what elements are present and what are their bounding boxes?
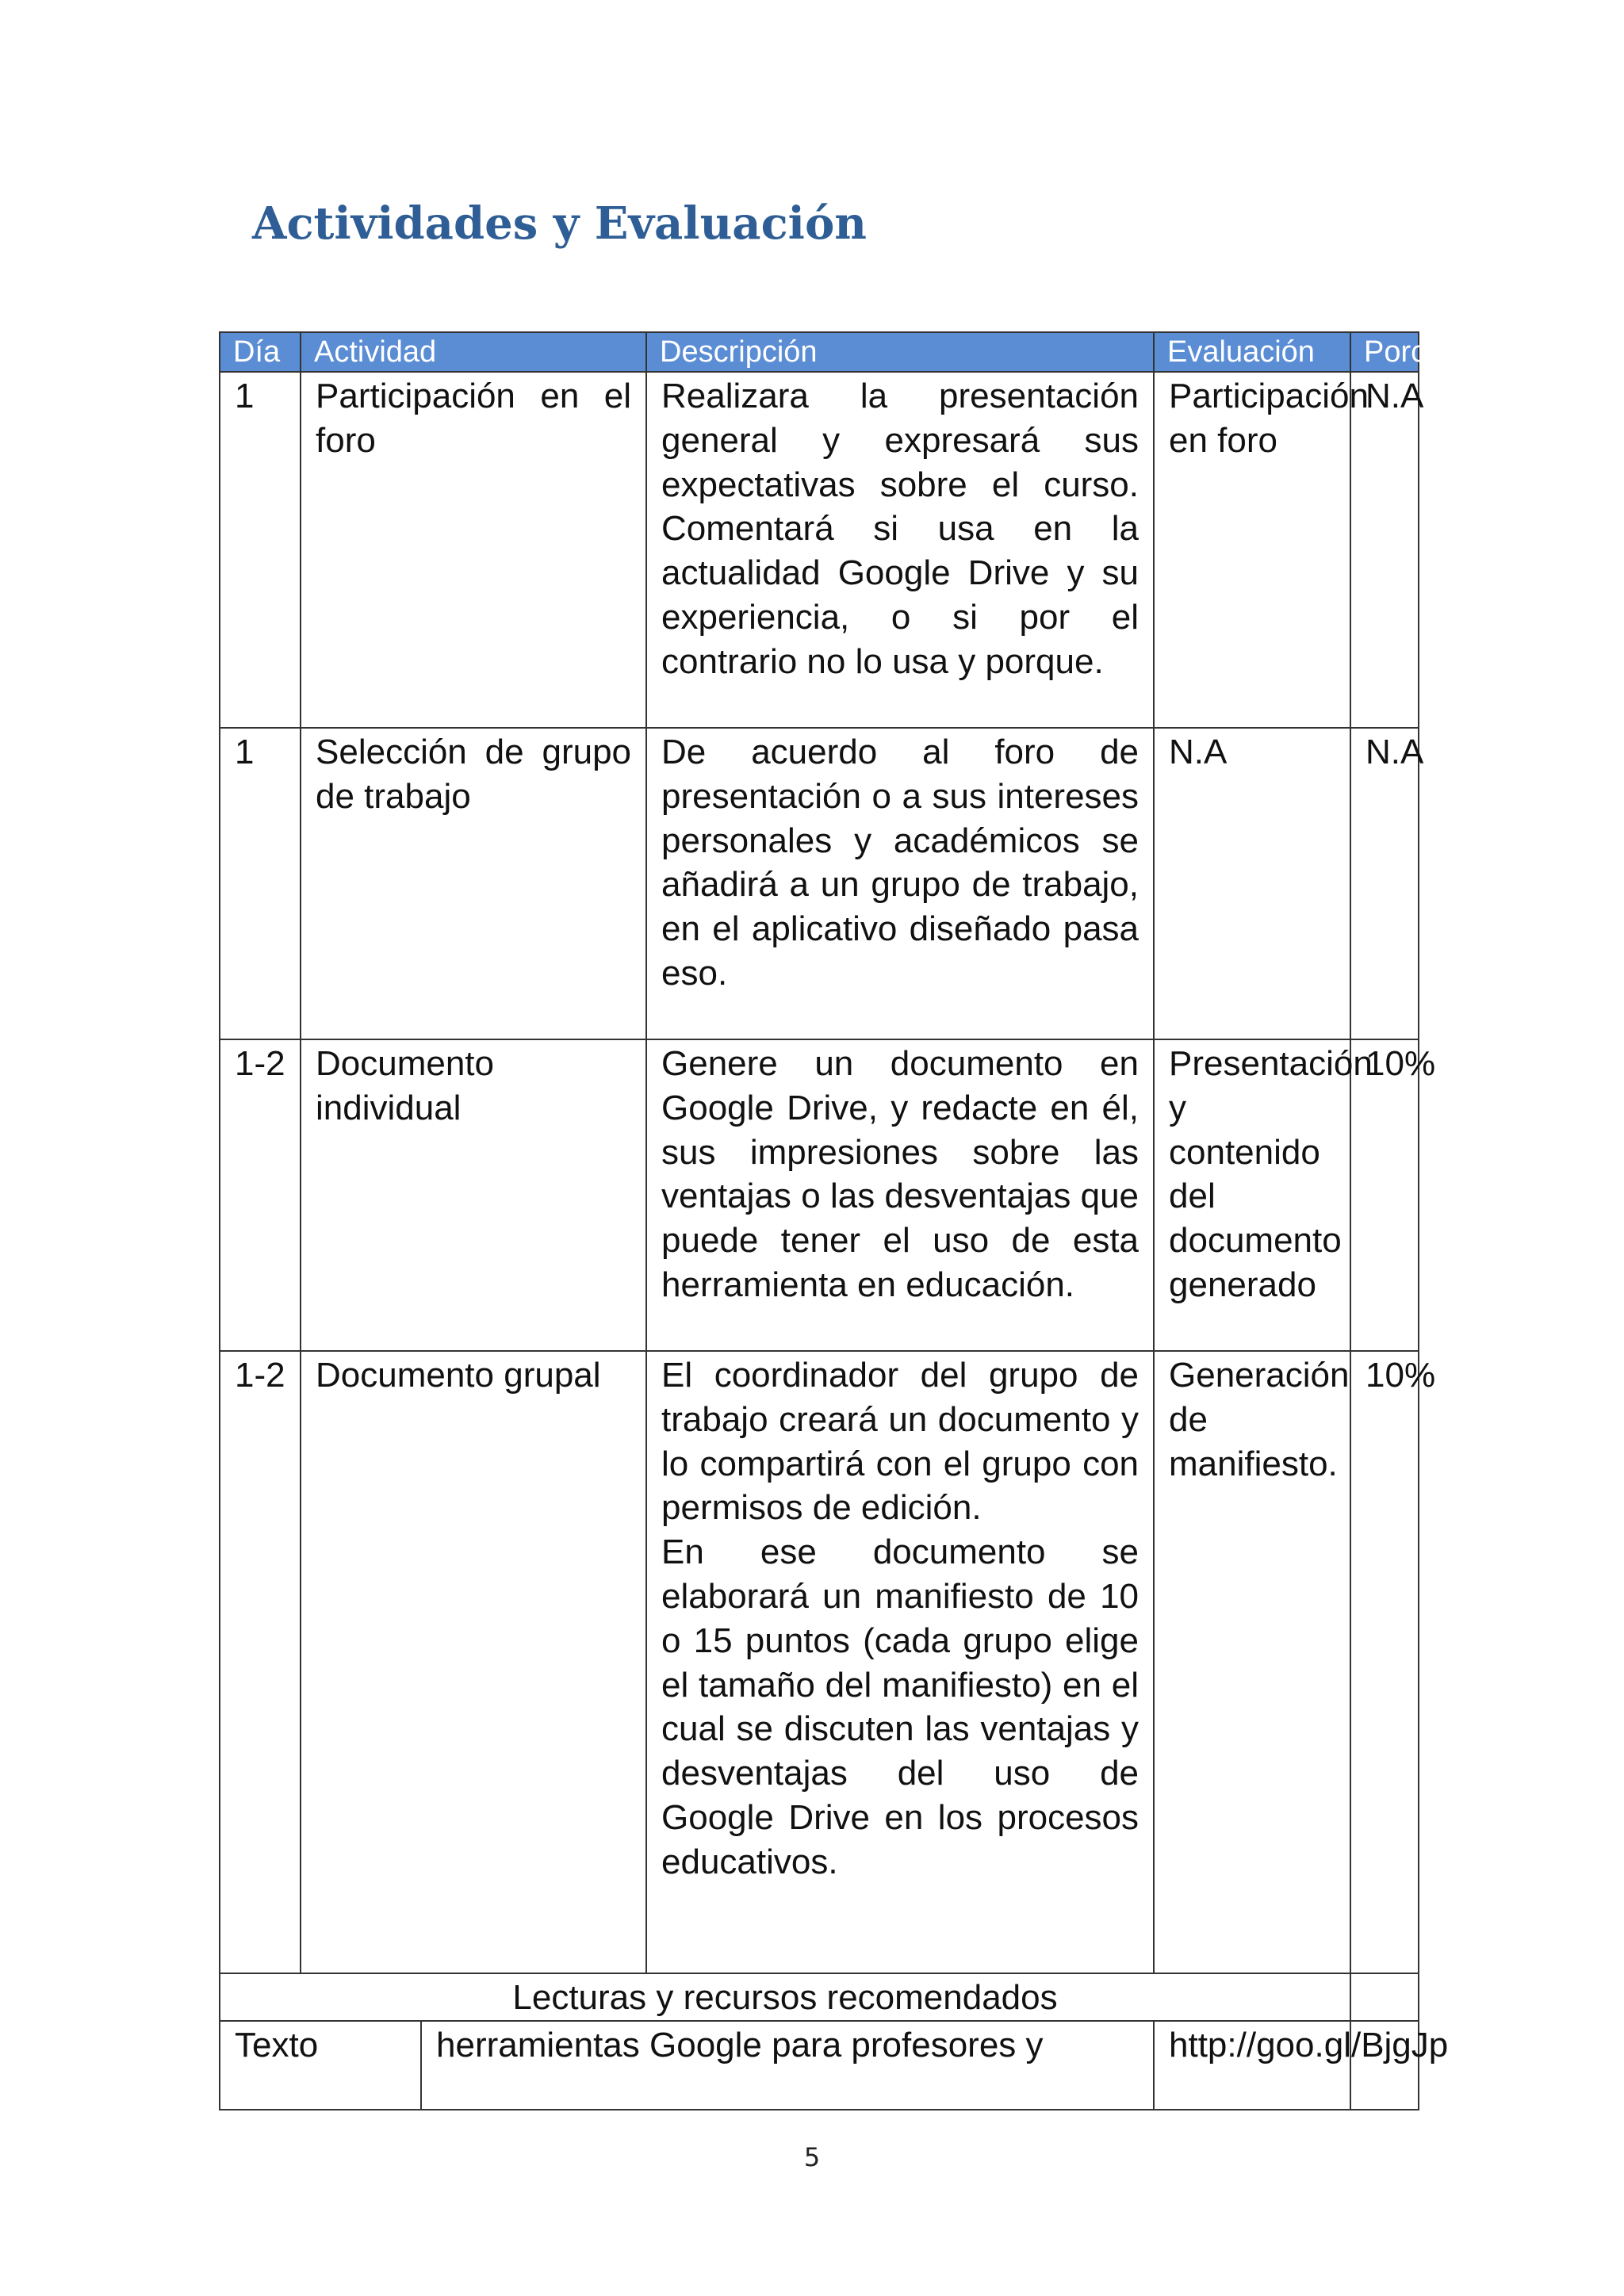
activities-table	[219, 331, 1508, 2110]
porcentaje-cell: N.A	[1350, 728, 1419, 1039]
actividad-text: Participación en el foro	[316, 377, 632, 460]
header-dia: Día	[220, 332, 301, 372]
descripcion-text: De acuerdo al foro de presentación o a sus intereses personales y académicos se añadirá a un grupo de trabajo, en el aplicativo diseñado pasa eso.	[661, 733, 1139, 993]
descripcion-cell	[646, 372, 1154, 728]
porcentaje-cell: 10%	[1350, 1351, 1419, 1973]
lecturas-heading-row	[220, 1973, 1419, 2021]
lecturas-heading: Lecturas y recursos recomendados	[220, 1973, 1350, 2021]
dia-cell: 1	[220, 372, 301, 728]
actividad-text: Documento grupal	[316, 1356, 601, 1395]
descripcion-cell	[646, 1039, 1154, 1351]
evaluacion-text: Presentación y contenido del documento generado	[1169, 1044, 1373, 1304]
actividad-text: Selección de grupo de trabajo	[316, 733, 632, 816]
table-row	[220, 728, 1419, 1039]
evaluacion-cell	[1154, 1039, 1373, 1351]
evaluacion-text: Participación en foro	[1169, 377, 1369, 460]
porcentaje-cell: N.A	[1350, 372, 1419, 728]
dia-cell: 1-2	[220, 1039, 301, 1351]
descripcion-paragraph-1: El coordinador del grupo de trabajo creará un documento y lo compartirá con el grupo con permisos de edición.	[661, 1356, 1139, 1528]
table-row	[220, 1351, 1419, 1973]
descripcion-text: Genere un documento en Google Drive, y redacte en él, sus impresiones sobre las ventajas o las desventajas que puede tener el uso de esta herramienta en educación.	[661, 1044, 1139, 1304]
lecturas-tipo: Texto	[220, 2021, 421, 2110]
lecturas-row	[220, 2021, 1419, 2110]
header-descripcion: Descripción	[646, 332, 1154, 372]
actividad-cell	[301, 728, 646, 1039]
header-porcentaje: Porcentaje	[1350, 332, 1419, 372]
actividad-cell	[301, 1351, 646, 1973]
porcentaje-cell: 10%	[1350, 1039, 1419, 1351]
dia-cell: 1-2	[220, 1351, 301, 1973]
empty-cell	[1350, 1973, 1419, 2021]
lecturas-titulo: herramientas Google para profesores y	[436, 2025, 1044, 2064]
header-actividad: Actividad	[301, 332, 646, 372]
descripcion-cell	[646, 1351, 1154, 1973]
evaluacion-cell	[1154, 1351, 1350, 1973]
lecturas-titulo-cell	[421, 2021, 1154, 2110]
lecturas-url[interactable]: http://goo.gl/BjgJp	[1154, 2021, 1350, 2110]
actividad-text: Documento individual	[316, 1044, 495, 1127]
header-evaluacion: Evaluación	[1154, 332, 1350, 372]
table-header-row	[220, 332, 1419, 372]
descripcion-text: Realizara la presentación general y expresará sus expectativas sobre el curso. Comentará si usa en la actualidad Google Drive y su experiencia, o si por el contrario no lo usa y porque.	[661, 377, 1139, 681]
evaluacion-text: Generación de manifiesto.	[1169, 1356, 1350, 1483]
evaluacion-cell: N.A	[1154, 728, 1350, 1039]
dia-cell: 1	[220, 728, 301, 1039]
descripcion-cell	[646, 728, 1154, 1039]
page-number: 5	[803, 2142, 821, 2172]
table-row	[220, 1039, 1419, 1351]
actividad-cell	[301, 1039, 646, 1351]
evaluacion-cell	[1154, 372, 1369, 728]
descripcion-paragraph-2: En ese documento se elaborará un manifiesto de 10 o 15 puntos (cada grupo elige el tamaño del manifiesto) en el cual se discuten las ventajas y desventajas del uso de Google Drive en los procesos educativos.	[661, 1533, 1139, 1881]
table-row	[220, 372, 1419, 728]
actividad-cell	[301, 372, 646, 728]
page-title: Actividades y Evaluación	[252, 197, 868, 250]
